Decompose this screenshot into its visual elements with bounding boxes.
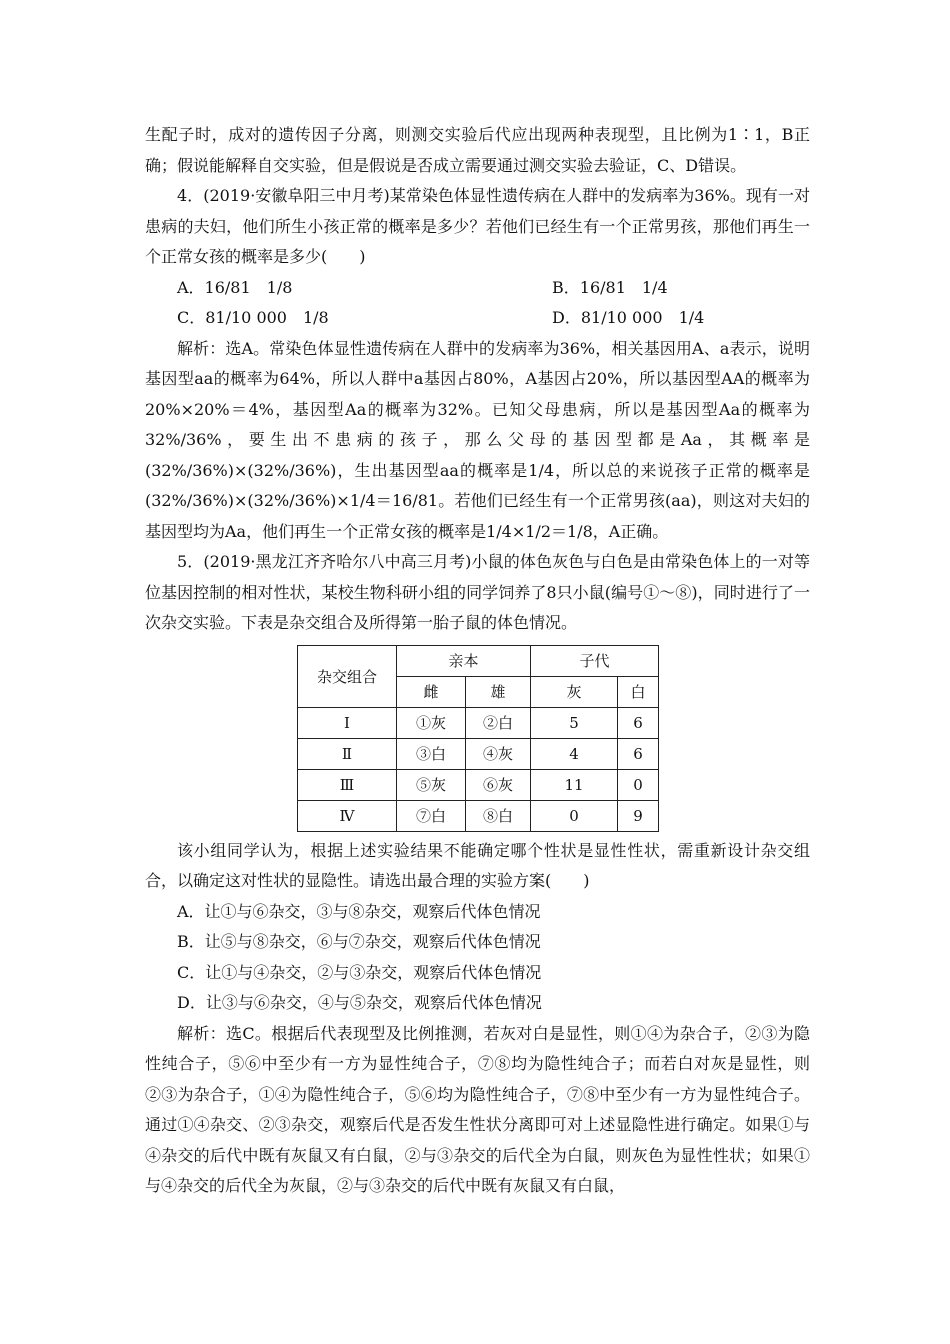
- cell-female: ⑤灰: [397, 769, 466, 800]
- header-offspring: 子代: [531, 645, 659, 676]
- question-4-options: [145, 273, 810, 334]
- document-page: [145, 120, 810, 1202]
- cell-gray: 11: [531, 769, 618, 800]
- header-male: 雄: [466, 676, 531, 707]
- cell-male: ②白: [466, 707, 531, 738]
- cell-group: Ⅱ: [298, 738, 397, 769]
- cell-white: 6: [618, 707, 659, 738]
- cell-male: ④灰: [466, 738, 531, 769]
- cell-male: ⑧白: [466, 800, 531, 831]
- option-c: C．81/10 000 1/8: [177, 308, 329, 327]
- paragraph-continued: 生配子时，成对的遗传因子分离，则测交实验后代应出现两种表现型，且比例为1∶1，B正确；假说能解释自交实验，但是假说是否成立需要通过测交实验去验证，C、D错误。: [145, 125, 810, 175]
- option-b: B．16/81 1/4: [552, 277, 668, 297]
- table-row: [298, 800, 659, 831]
- question-5-stem: 5．(2019·黑龙江齐齐哈尔八中高三月考)小鼠的体色灰色与白色是由常染色体上的一对等位基因控制的相对性状，某校生物科研小组的同学饲养了8只小鼠(编号①～⑧)，同时进行了一次杂交实验。下表是杂交组合及所得第一胎子鼠的体色情况。: [145, 552, 810, 632]
- option-a: A．让①与⑥杂交，③与⑧杂交，观察后代体色情况: [177, 901, 541, 921]
- option-b: B．让⑤与⑧杂交，⑥与⑦杂交，观察后代体色情况: [177, 932, 541, 951]
- header-female: 雌: [397, 676, 466, 707]
- question-5-followup: 该小组同学认为，根据上述实验结果不能确定哪个性状是显性性状，需重新设计杂交组合，以确定这对性状的显隐性。请选出最合理的实验方案( ): [145, 840, 810, 890]
- cell-group: Ⅰ: [298, 707, 397, 738]
- cell-female: ③白: [397, 738, 466, 769]
- table-row: [298, 738, 659, 769]
- option-d: D．81/10 000 1/4: [552, 308, 705, 327]
- option-c: C．让①与④杂交，②与③杂交，观察后代体色情况: [177, 962, 542, 982]
- header-group: 杂交组合: [298, 645, 397, 707]
- question-5-analysis: 解析：选C。根据后代表现型及比例推测，若灰对白是显性，则①④为杂合子，②③为隐性纯合子，⑤⑥中至少有一方为显性纯合子，⑦⑧均为隐性纯合子；而若白对灰是显性，则②③为杂合子，①④为隐性纯合子，⑤⑥均为隐性纯合子，⑦⑧中至少有一方为显性纯合子。通过①④杂交、②③杂交，观察后代是否发生性状分离即可对上述显隐性进行确定。如果①与④杂交的后代中既有灰鼠又有白鼠，②与③杂交的后代全为白鼠，则灰色为显性性状；如果①与④杂交的后代全为灰鼠，②与③杂交的后代中既有灰鼠又有白鼠，: [145, 1023, 810, 1195]
- cell-group: Ⅳ: [298, 800, 397, 831]
- question-4-stem: 4．(2019·安徽阜阳三中月考)某常染色体显性遗传病在人群中的发病率为36%。现有一对患病的夫妇，他们所生小孩正常的概率是多少？若他们已经生有一个正常男孩，那他们再生一个正常女孩的概率是多少( ): [145, 186, 810, 266]
- question-4-analysis: 解析：选A。常染色体显性遗传病在人群中的发病率为36%，相关基因用A、a表示，说明基因型aa的概率为64%，所以人群中a基因占80%，A基因占20%，所以基因型AA的概率为20%×20%＝4%，基因型Aa的概率为32%。已知父母患病，所以是基因型Aa的概率为32%/36%，要生出不患病的孩子，那么父母的基因型都是Aa，其概率是(32%/36%)×(32%/36%)，生出基因型aa的概率是1/4，所以总的来说孩子正常的概率是(32%/36%)×(32%/36%)×1/4＝16/81。若他们已经生有一个正常男孩(aa)，则这对夫妇的基因型均为Aa，他们再生一个正常女孩的概率是1/4×1/2＝1/8，A正确。: [145, 338, 810, 541]
- table-row: [298, 769, 659, 800]
- option-a: A．16/81 1/8: [177, 277, 293, 297]
- cell-female: ①灰: [397, 707, 466, 738]
- table-row: [298, 707, 659, 738]
- cell-group: Ⅲ: [298, 769, 397, 800]
- option-d: D．让③与⑥杂交，④与⑤杂交，观察后代体色情况: [177, 993, 542, 1012]
- cross-table: [297, 645, 659, 832]
- cell-female: ⑦白: [397, 800, 466, 831]
- cell-white: 6: [618, 738, 659, 769]
- cell-male: ⑥灰: [466, 769, 531, 800]
- header-white: 白: [618, 676, 659, 707]
- cell-white: 9: [618, 800, 659, 831]
- table-header-row: [298, 645, 659, 676]
- cell-white: 0: [618, 769, 659, 800]
- header-parent: 亲本: [397, 645, 531, 676]
- header-gray: 灰: [531, 676, 618, 707]
- cell-gray: 5: [531, 707, 618, 738]
- cell-gray: 4: [531, 738, 618, 769]
- cell-gray: 0: [531, 800, 618, 831]
